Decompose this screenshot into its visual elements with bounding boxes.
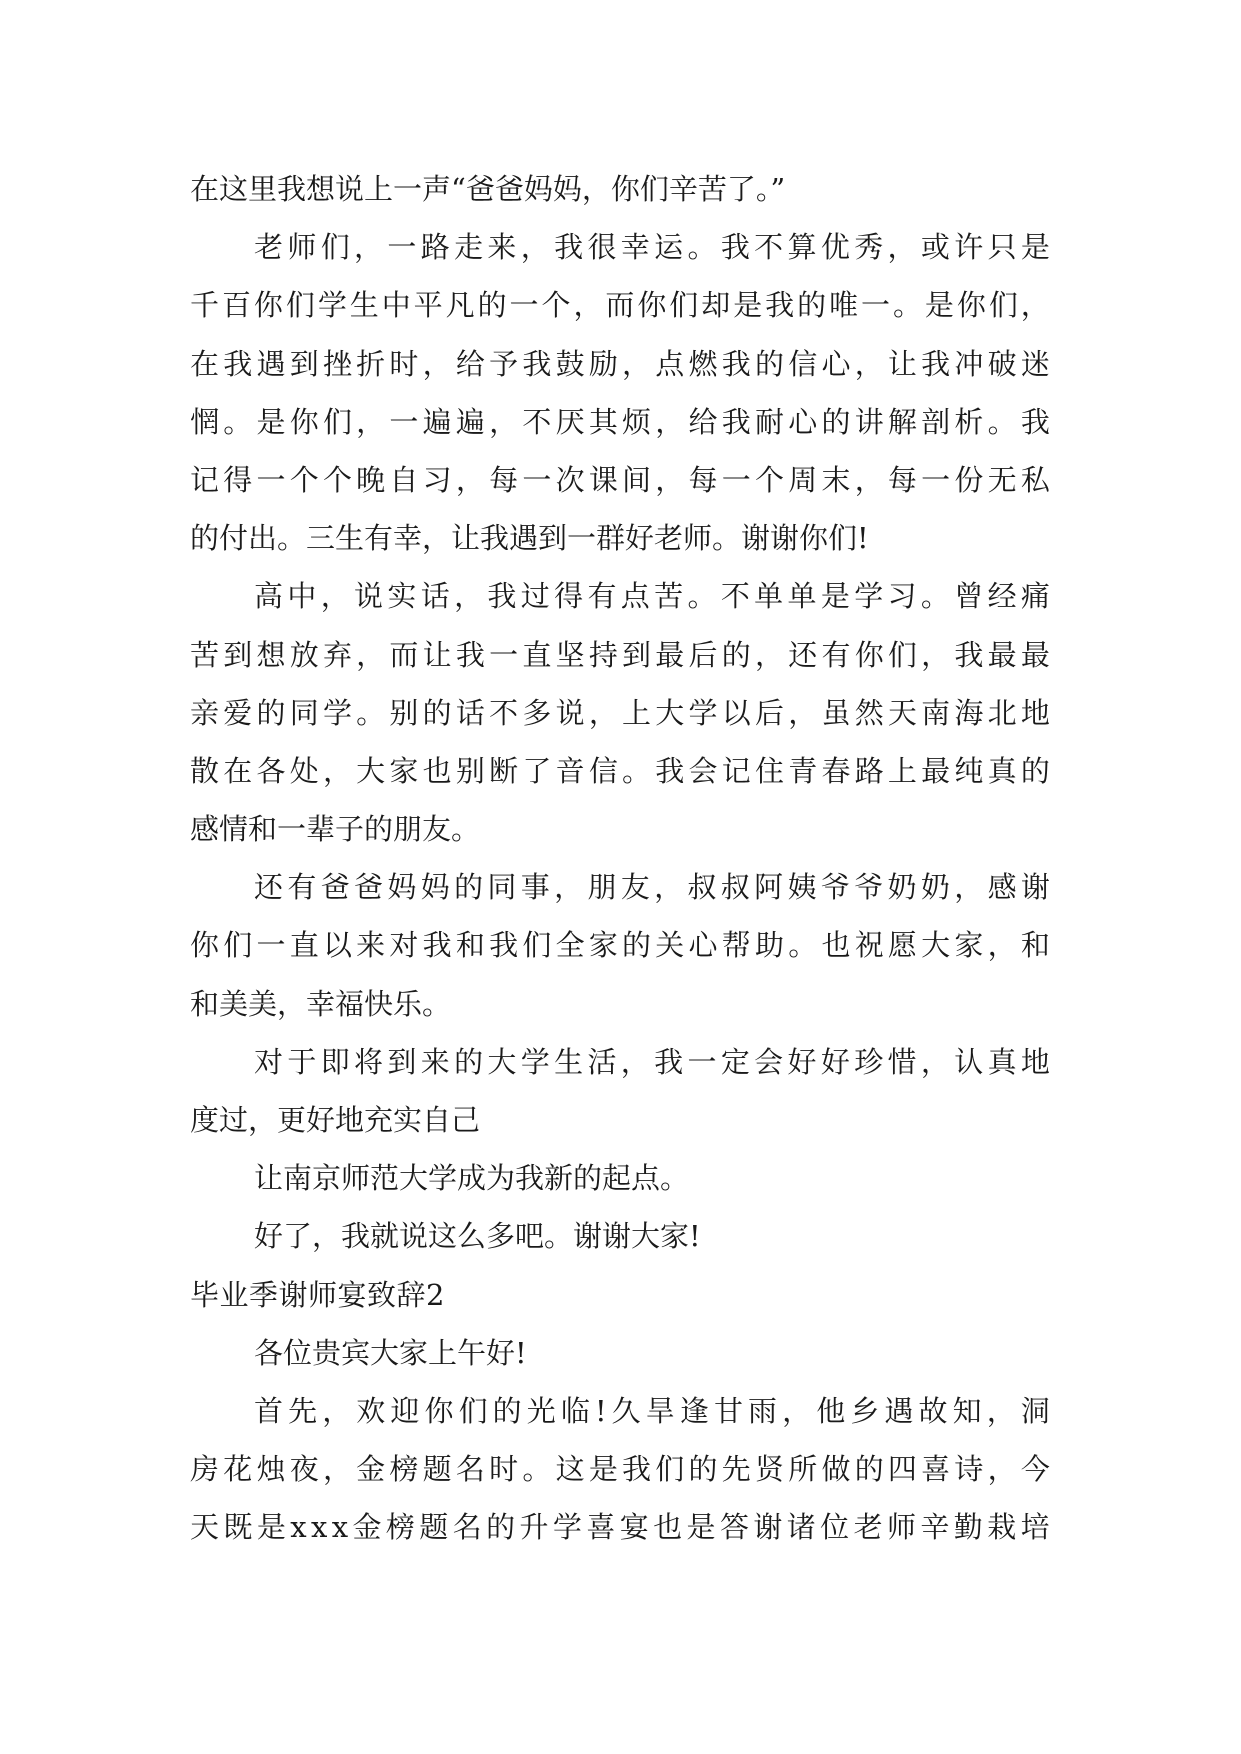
text-line: 天 既 是 x x x 金 榜 题 名 的 升 学 喜 宴 也 是 答 谢 诸 位 老 师 辛 勤 栽 培	[190, 1510, 1050, 1545]
text-line: 在这里我想说上一声“爸爸妈妈，你们辛苦了。”	[190, 172, 786, 206]
text-line: 让南京师范大学成为我新的起点。	[254, 1161, 690, 1196]
text-line: 散 在 各 处 ， 大 家 也 别 断 了 音 信 。 我 会 记 住 青 春 路 上 最 纯 真 的	[190, 753, 1050, 788]
text-line: 房 花 烛 夜 ， 金 榜 题 名 时 。 这 是 我 们 的 先 贤 所 做 的 四 喜 诗 ， 今	[190, 1452, 1050, 1487]
text-line: 惘 。 是 你 们 ， 一 遍 遍 ， 不 厌 其 烦 ， 给 我 耐 心 的 讲 解 剖 析 。 我	[190, 404, 1050, 439]
text-line: 对 于 即 将 到 来 的 大 学 生 活 ， 我 一 定 会 好 好 珍 惜 ， 认 真 地	[254, 1044, 1050, 1079]
section-heading: 毕业季谢师宴致辞2	[190, 1277, 445, 1312]
text-line: 亲 爱 的 同 学 。 别 的 话 不 多 说 ， 上 大 学 以 后 ， 虽 然 天 南 海 北 地	[190, 695, 1050, 730]
text-line: 还 有 爸 爸 妈 妈 的 同 事 ， 朋 友 ， 叔 叔 阿 姨 爷 爷 奶 奶 ， 感 谢	[254, 870, 1050, 905]
text-line: 高 中 ， 说 实 话 ， 我 过 得 有 点 苦 。 不 单 单 是 学 习 。 曾 经 痛	[254, 579, 1050, 614]
text-line: 和美美，幸福快乐。	[190, 986, 452, 1021]
text-line: 千 百 你 们 学 生 中 平 凡 的 一 个 ， 而 你 们 却 是 我 的 唯 一 。 是 你 们 ，	[190, 288, 1050, 323]
text-line: 各位贵宾大家上午好!	[254, 1335, 527, 1370]
document-body	[190, 160, 1050, 1557]
text-line: 首 先 ， 欢 迎 你 们 的 光 临 ! 久 旱 逢 甘 雨 ， 他 乡 遇 故 知 ， 洞	[254, 1393, 1050, 1428]
text-line: 记 得 一 个 个 晚 自 习 ， 每 一 次 课 间 ， 每 一 个 周 末 ， 每 一 份 无 私	[190, 462, 1050, 497]
text-line: 好了，我就说这么多吧。谢谢大家!	[254, 1219, 701, 1254]
text-line: 在 我 遇 到 挫 折 时 ， 给 予 我 鼓 励 ， 点 燃 我 的 信 心 ， 让 我 冲 破 迷	[190, 346, 1050, 381]
text-line: 的付出。三生有幸，让我遇到一群好老师。谢谢你们!	[190, 521, 869, 556]
text-line: 度过，更好地充实自己	[190, 1103, 481, 1137]
text-line: 老 师 们 ， 一 路 走 来 ， 我 很 幸 运 。 我 不 算 优 秀 ， 或 许 只 是	[254, 230, 1050, 265]
text-line: 你 们 一 直 以 来 对 我 和 我 们 全 家 的 关 心 帮 助 。 也 祝 愿 大 家 ， 和	[190, 928, 1050, 963]
text-line: 感情和一辈子的朋友。	[190, 812, 481, 847]
text-line: 苦 到 想 放 弃 ， 而 让 我 一 直 坚 持 到 最 后 的 ， 还 有 你 们 ， 我 最 最	[190, 637, 1050, 672]
